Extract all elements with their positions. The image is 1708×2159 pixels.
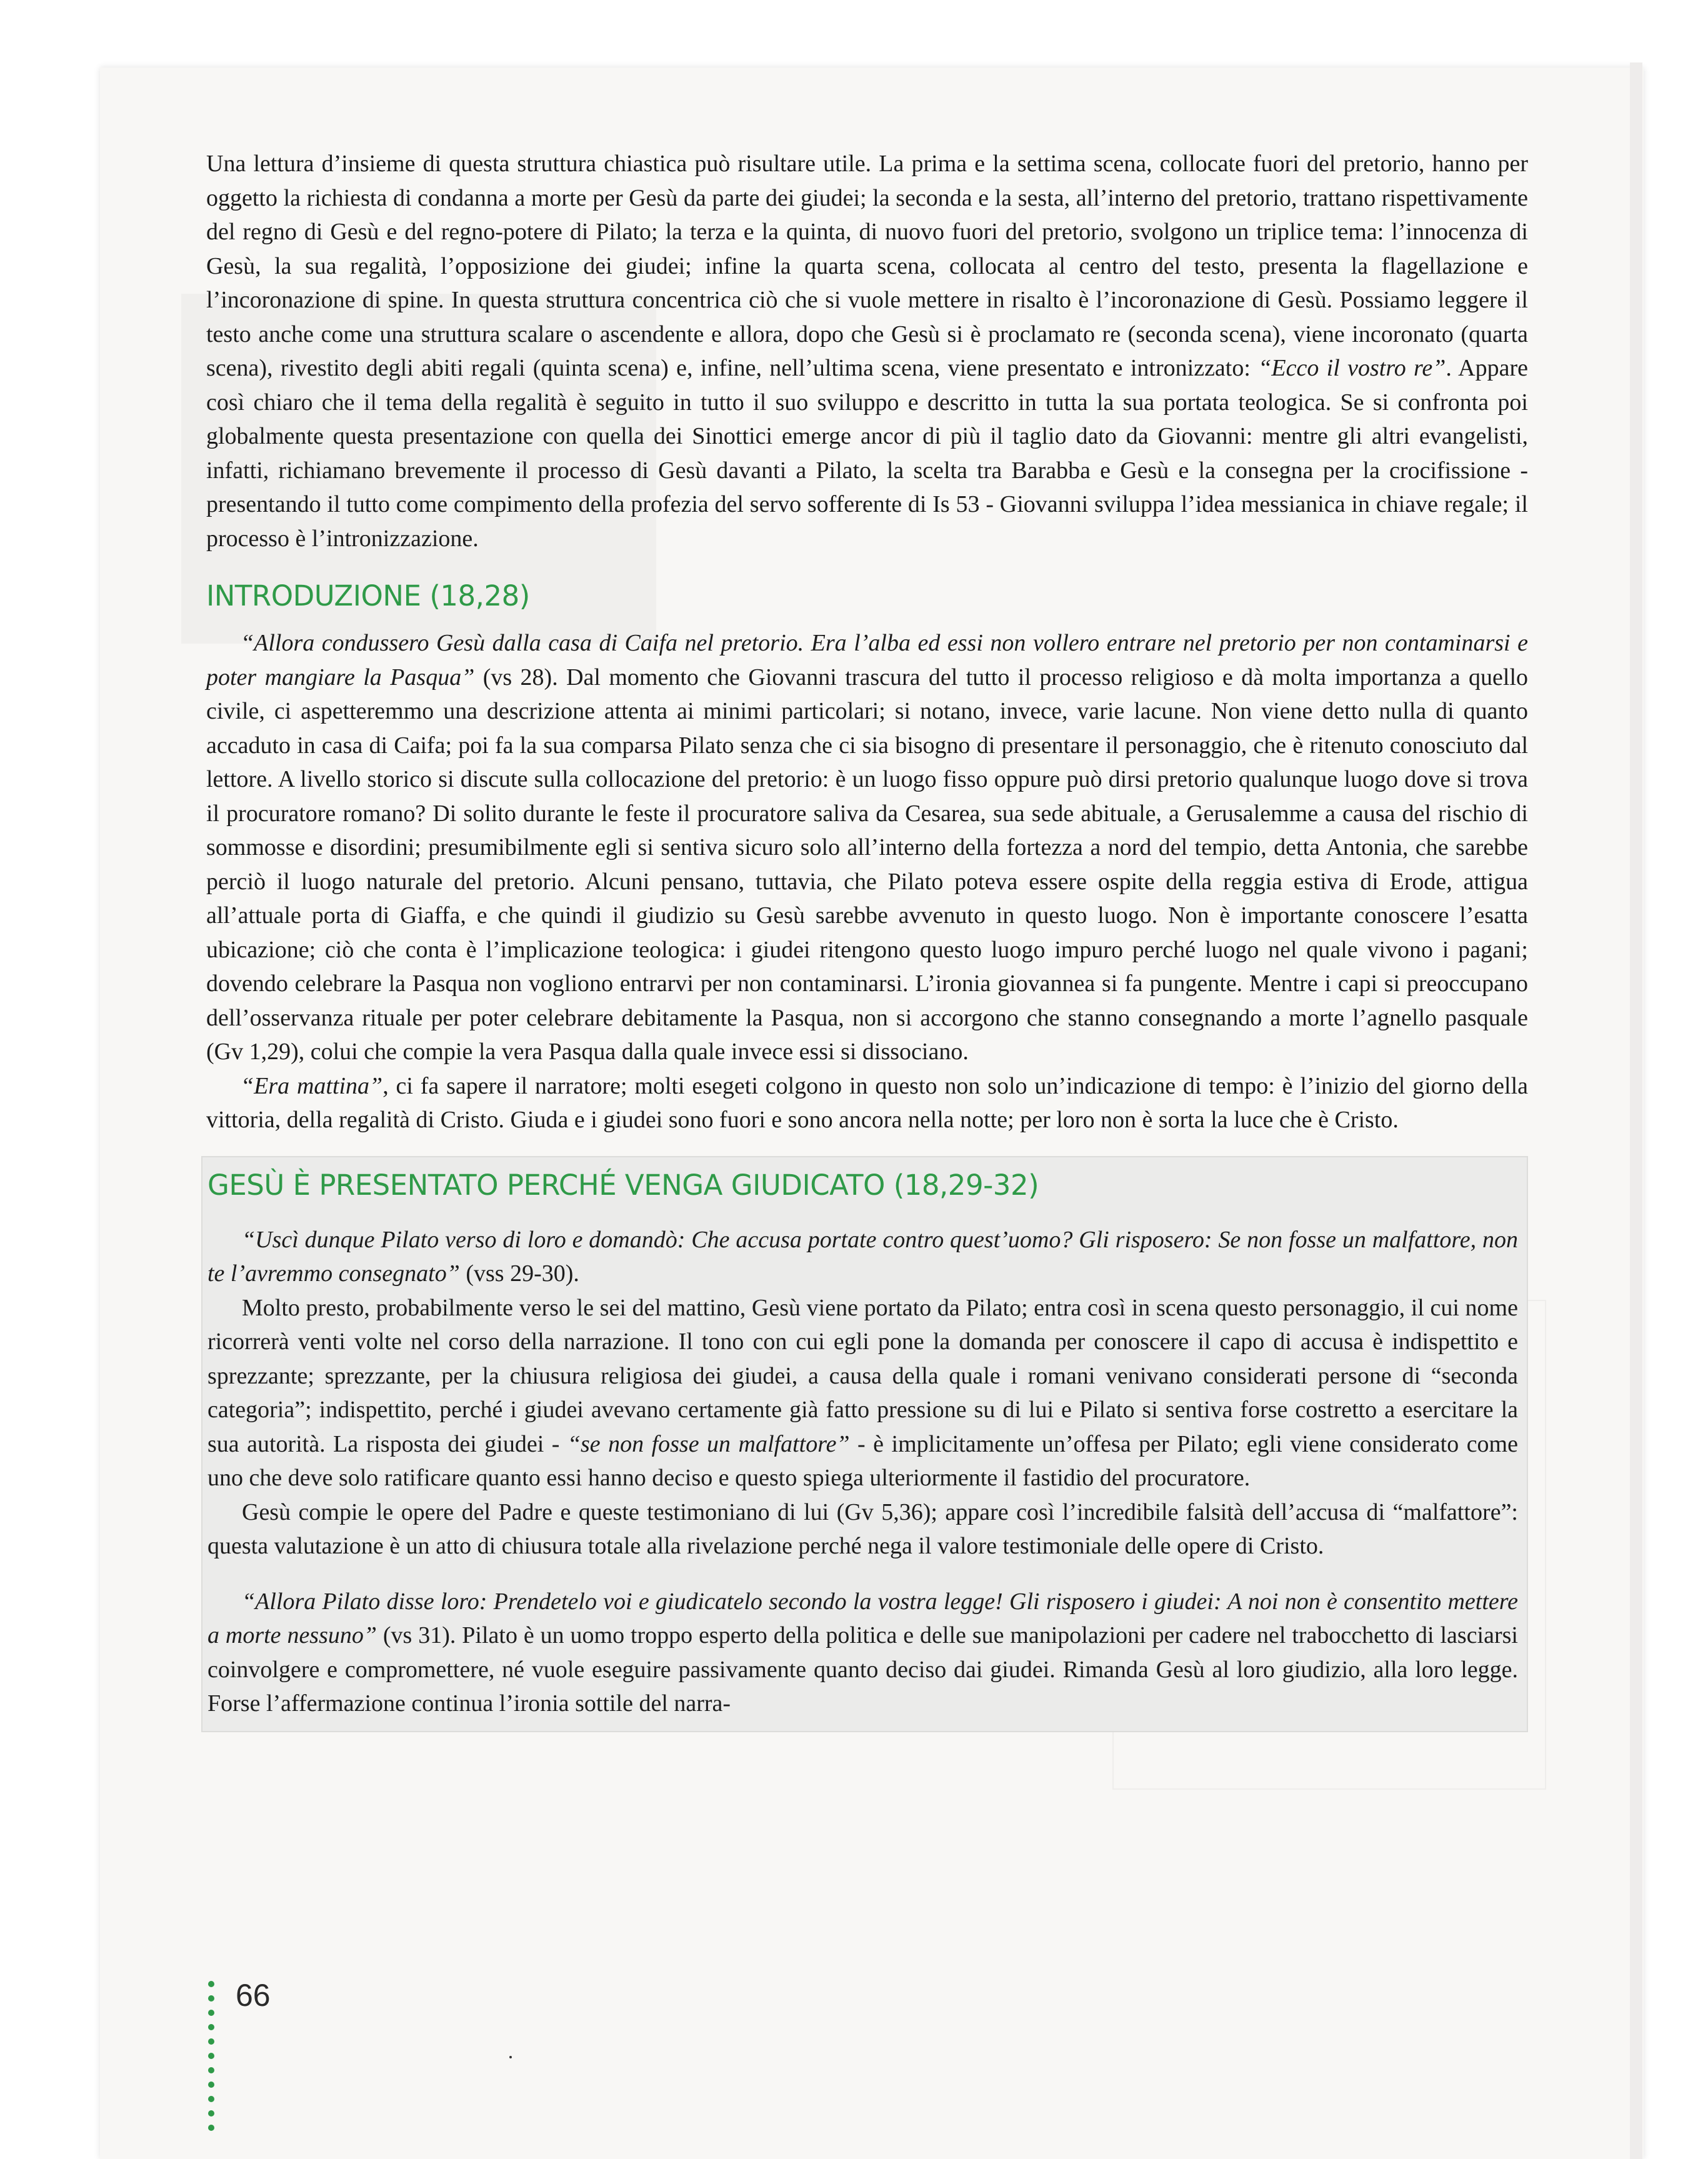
section-heading-introduzione: INTRODUZIONE (18,28) xyxy=(206,579,530,612)
dust-speck xyxy=(509,2056,512,2058)
section-heading-giudicato: GESÙ È PRESENTATO PERCHÉ VENGA GIUDICATO (18,29-32) xyxy=(207,1168,1039,1202)
intro-paragraph: Una lettura d’insieme di questa struttura chiastica può risultare utile. La prima e la settima scena, collocate fuori del pretorio, hanno per oggetto la richiesta di condanna a morte per Gesù da parte dei giudei; la seconda e la sesta, all’interno del pretorio, trattano rispettivamente del regno di Gesù e del regno-potere di Pilato; la terza e la quinta, di nuovo fuori del pretorio, svolgono un triplice tema: l’innocenza di Gesù, la sua regalità, l’opposizione dei giudei; infine la quarta scena, collocata al centro del testo, presenta la flagellazione e l’incoronazione di spine. In questa struttura concentrica ciò che si vuole mettere in risalto è l’incoronazione di Gesù. Possiamo leggere il testo anche come una struttura scalare o ascendente e allora, dopo che Gesù si è proclamato re (seconda scena), viene incoronato (quarta scena), rivestito degli abiti regali (quinta scena) e, infine, nell’ultima scena, viene presentato e intronizzato: “Ecco il vostro re”. Appare così chiaro che il tema della regalità è seguito in tutto il suo sviluppo e descritto in tutta la sua portata teologica. Se si confronta poi globalmente questa presentazione con quella dei Sinottici emerge ancor di più il taglio dato da Giovanni: mentre gli altri evangelisti, infatti, richiamano brevemente il processo di Gesù davanti a Pilato, la scelta tra Barabba e Gesù e la consegna per la crocifissione - presentando il tutto come compimento della profezia del servo sofferente di Is 53 - Giovanni sviluppa l’idea messianica in chiave regale; il processo è l’intronizzazione. xyxy=(206,151,1528,552)
introduzione-paragraph: “Allora condussero Gesù dalla casa di Caifa nel pretorio. Era l’alba ed essi non vollero entrare nel pretorio per non contaminarsi e poter mangiare la Pasqua” (vs 28). Dal momento che Giovanni trascura del tutto il processo religioso e dà molta importanza a quello civile, ci aspetteremmo una descrizione attenta ai minimi particolari; si notano, invece, varie lacune. Non viene detto nulla di quanto accaduto in casa di Caifa; poi fa la sua comparsa Pilato senza che ci sia bisogno di presentare il personaggio, che è ritenuto conosciuto dal lettore. A livello storico si discute sulla collocazione del pretorio: è un luogo fisso oppure può dirsi pretorio qualunque luogo dove si trova il procuratore romano? Di solito durante le feste il procuratore saliva da Cesarea, sua sede abituale, a Gerusalemme a causa del rischio di sommosse e disordini; presumibilmente egli si sentiva sicuro solo all’interno della fortezza a nord del tempio, detta Antonia, che sarebbe perciò il luogo naturale del pretorio. Alcuni pensano, tuttavia, che Pilato poteva essere ospite della reggia estiva di Erode, attigua all’attuale porta di Giaffa, e che quindi il giudizio su Gesù sarebbe avvenuto in questo luogo. Non è importante conoscere l’esatta ubicazione; ciò che conta è l’implicazione teologica: i giudei ritengono questo luogo impuro perché luogo nel quale vivono i pagani; dovendo celebrare la Pasqua non vogliono entrarvi per non contaminarsi. L’ironia giovannea si fa pungente. Mentre i capi si preoccupano dell’osservanza rituale per poter celebrare debitamente la Pasqua, non si accorgono che stanno consegnando a morte l’agnello pasquale (Gv 1,29), colui che compie la vera Pasqua dalla quale invece essi si dissociano. xyxy=(206,630,1528,1065)
opere-del-padre-paragraph: Gesù compie le opere del Padre e queste testimoniano di lui (Gv 5,36); appare così l’incredibile falsità dell’accusa di “malfattore”: questa valutazione è un atto di chiusura totale alla rivelazione perché nega il valore testimoniale delle opere di Cristo. xyxy=(207,1498,1518,1559)
dot xyxy=(208,2067,214,2073)
page-fold-edge xyxy=(1630,62,1642,2159)
dot xyxy=(208,1981,214,1987)
dot xyxy=(208,2110,214,2117)
prendetelo-paragraph: “Allora Pilato disse loro: Prendetelo voi e giudicatelo secondo la vostra legge! Gli risposero i giudei: A noi non è consentito mettere a morte nessuno” (vs 31). Pilato è un uomo troppo esperto della politica e delle sue manipolazioni per cadere nel trabocchetto di lasciarsi coinvolgere e compromettere, né vuole eseguire passivamente quanto deciso dai giudei. Rimanda Gesù al loro giudizio, alla loro legge. Forse l’affermazione continua l’ironia sottile del narra- xyxy=(207,1588,1518,1717)
dot xyxy=(208,2125,214,2131)
dot xyxy=(208,1995,214,2002)
dot-rule xyxy=(208,1981,216,2139)
dot xyxy=(208,2024,214,2030)
dot xyxy=(208,2096,214,2102)
era-mattina-paragraph: “Era mattina”, ci fa sapere il narratore; molti esegeti colgono in questo non solo un’indicazione di tempo: è l’inizio del giorno della vittoria, della regalità di Cristo. Giuda e i giudei sono fuori e sono ancora nella notte; per loro non è sorta la luce che è Cristo. xyxy=(206,1072,1528,1133)
dot xyxy=(208,2053,214,2059)
dot xyxy=(208,2038,214,2045)
section-box-giudicato xyxy=(201,1156,1528,1732)
page-content xyxy=(206,147,1528,1732)
pilato-quote-paragraph: “Uscì dunque Pilato verso di loro e domandò: Che accusa portate contro quest’uomo? Gli risposero: Se non fosse un malfattore, non te l’avremmo consegnato” (vss 29-30). xyxy=(207,1226,1518,1287)
dot xyxy=(208,2010,214,2016)
molto-presto-paragraph: Molto presto, probabilmente verso le sei del mattino, Gesù viene portato da Pilato; entra così in scena questo personaggio, il cui nome ricorrerà venti volte nel corso della narrazione. Il tono con cui egli pone la domanda per conoscere il capo di accusa è indispettito e sprezzante; sprezzante, per la chiusura religiosa dei giudei, a causa della quale i romani venivano considerati persone di “seconda categoria”; indispettito, perché i giudei avevano certamente già fatto pressione su di lui e Pilato si sentiva forse costretto a esercitare la sua autorità. La risposta dei giudei - “se non fosse un malfattore” - è implicitamente un’offesa per Pilato; egli viene considerato come uno che deve solo ratificare quanto essi hanno deciso e questo spiega ulteriormente il fastidio del procuratore. xyxy=(207,1294,1518,1491)
page-number: 66 xyxy=(236,1978,271,2013)
dot xyxy=(208,2082,214,2088)
